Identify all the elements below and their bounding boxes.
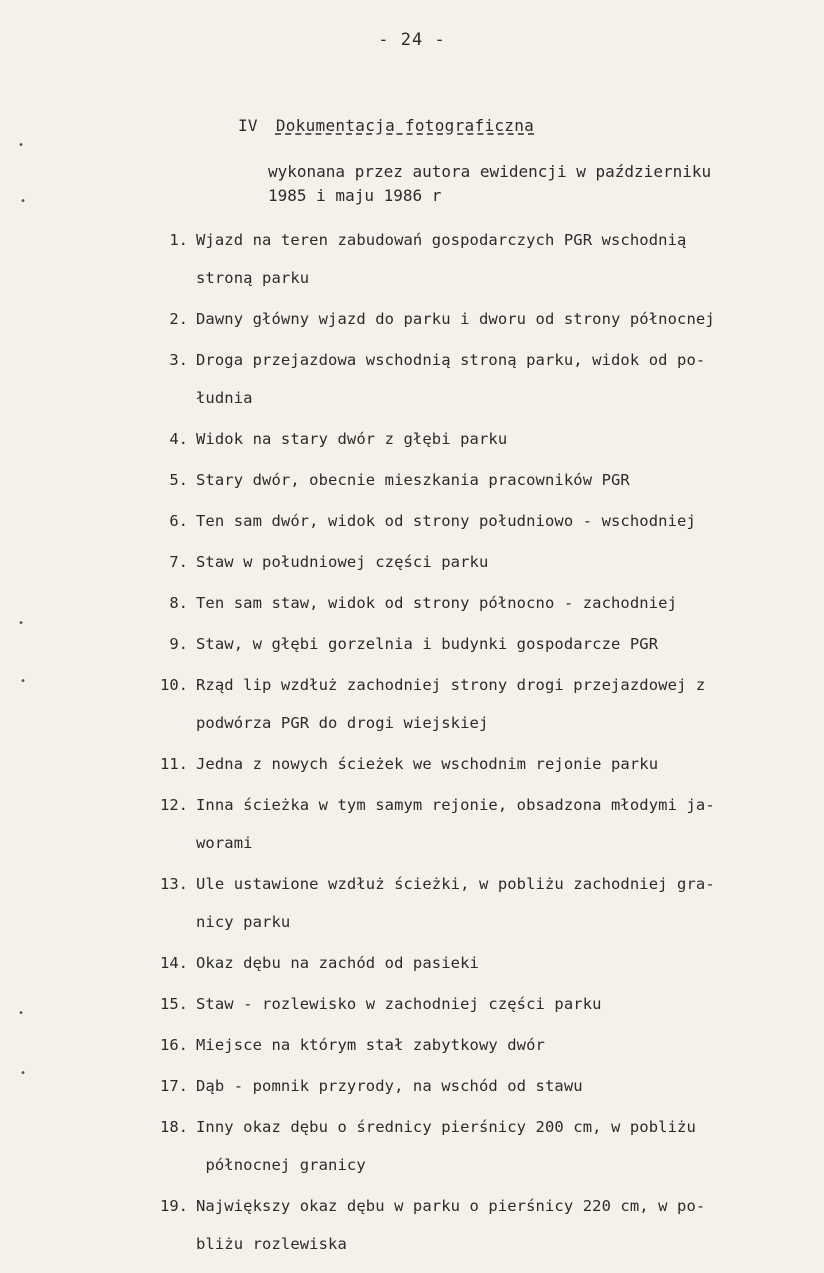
item-number: 2. [169, 310, 188, 328]
list-item [140, 632, 780, 663]
section-title: Dokumentacja fotograficzna [275, 116, 535, 135]
margin-dot: • [20, 676, 27, 687]
item-text: Największy okaz dębu w parku o pierśnicy 220 cm, w po- bliżu rozlewiska [196, 1197, 706, 1253]
item-number: 1. [169, 231, 188, 249]
intro-line: wykonana przez autora ewidencji w październiku [268, 162, 712, 181]
section-heading [238, 116, 534, 135]
item-number: 10. [160, 676, 188, 694]
item-text: Inna ścieżka w tym samym rejonie, obsadzona młodymi ja- worami [196, 796, 715, 852]
item-text: Stary dwór, obecnie mieszkania pracowników PGR [196, 471, 630, 489]
item-text: Ule ustawione wzdłuż ścieżki, w pobliżu zachodniej gra- nicy parku [196, 875, 715, 931]
item-number: 7. [169, 553, 188, 571]
intro-line: 1985 i maju 1986 r [268, 186, 442, 205]
item-number: 5. [169, 471, 188, 489]
list-item [140, 752, 780, 783]
item-text: Widok na stary dwór z głębi parku [196, 430, 508, 448]
margin-dot: • [18, 618, 25, 629]
item-number: 13. [160, 875, 188, 893]
list-item [140, 793, 780, 862]
item-text: Ten sam staw, widok od strony północno - zachodniej [196, 594, 678, 612]
item-text: Staw, w głębi gorzelnia i budynki gospodarcze PGR [196, 635, 659, 653]
item-number: 16. [160, 1036, 188, 1054]
item-text: Inny okaz dębu o średnicy pierśnicy 200 cm, w pobliżu północnej granicy [196, 1118, 696, 1174]
list-item [140, 872, 780, 941]
section-roman-numeral: IV [238, 116, 258, 135]
list-item [140, 992, 780, 1023]
list-item [140, 1115, 780, 1184]
item-text: Dawny główny wjazd do parku i dworu od strony północnej [196, 310, 715, 328]
item-text: Okaz dębu na zachód od pasieki [196, 954, 479, 972]
item-text: Miejsce na którym stał zabytkowy dwór [196, 1036, 545, 1054]
item-text: Droga przejazdowa wschodnią stroną parku, widok od po- łudnia [196, 351, 706, 407]
intro-text [268, 160, 711, 208]
margin-dot: • [20, 1068, 27, 1079]
photo-list [140, 228, 780, 1273]
list-item [140, 673, 780, 742]
item-number: 6. [169, 512, 188, 530]
item-text: Wjazd na teren zabudowań gospodarczych PGR wschodnią stroną parku [196, 231, 687, 287]
list-item [140, 951, 780, 982]
item-number: 9. [169, 635, 188, 653]
list-item [140, 348, 780, 417]
list-item [140, 427, 780, 458]
list-item [140, 591, 780, 622]
item-text: Staw w południowej części parku [196, 553, 489, 571]
item-number: 15. [160, 995, 188, 1013]
list-item [140, 509, 780, 540]
item-number: 17. [160, 1077, 188, 1095]
item-text: Jedna z nowych ścieżek we wschodnim rejonie parku [196, 755, 659, 773]
list-item [140, 228, 780, 297]
list-item [140, 468, 780, 499]
item-text: Ten sam dwór, widok od strony południowo - wschodniej [196, 512, 696, 530]
list-item [140, 1033, 780, 1064]
item-number: 11. [160, 755, 188, 773]
item-number: 3. [169, 351, 188, 369]
page-number: - 24 - [378, 30, 446, 50]
item-text: Rząd lip wzdłuż zachodniej strony drogi przejazdowej z podwórza PGR do drogi wiejskiej [196, 676, 706, 732]
item-number: 14. [160, 954, 188, 972]
item-number: 12. [160, 796, 188, 814]
item-number: 4. [169, 430, 188, 448]
item-number: 19. [160, 1197, 188, 1215]
list-item [140, 1194, 780, 1263]
list-item [140, 1074, 780, 1105]
item-text: Staw - rozlewisko w zachodniej części parku [196, 995, 602, 1013]
item-number: 8. [169, 594, 188, 612]
item-text: Dąb - pomnik przyrody, na wschód od stawu [196, 1077, 583, 1095]
margin-dot: • [18, 140, 25, 151]
margin-dot: • [18, 1008, 25, 1019]
list-item [140, 307, 780, 338]
margin-dot: • [20, 196, 27, 207]
list-item [140, 550, 780, 581]
item-number: 18. [160, 1118, 188, 1136]
